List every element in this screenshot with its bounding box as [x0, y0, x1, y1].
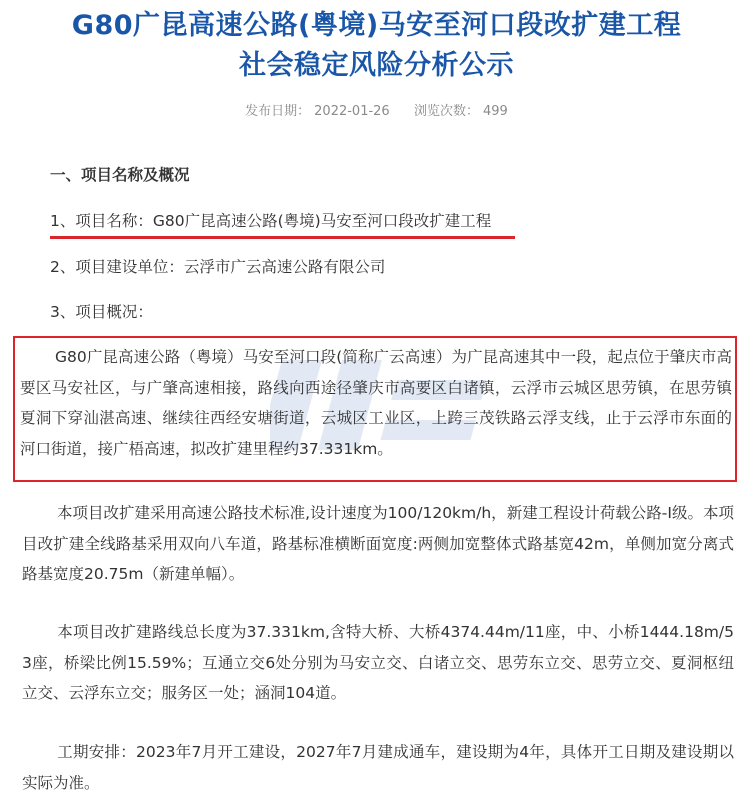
- views-label: 浏览次数：: [414, 104, 480, 119]
- section-heading: 一、项目名称及概况: [50, 166, 190, 184]
- project-name-item: 1、项目名称：G80广昆高速公路(粤境)马安至河口段改扩建工程: [50, 212, 492, 230]
- project-overview-item: 3、项目概况：: [50, 303, 153, 321]
- schedule-paragraph: 工期安排：2023年7月开工建设，2027年7月建成通车，建设期为4年，具体开工日期及建设期以实际为准。: [22, 743, 734, 792]
- publish-date: 2022-01-26: [314, 104, 390, 119]
- standards-paragraph: 本项目改扩建采用高速公路技术标准,设计速度为100/120km/h，新建工程设计荷载公路-I级。本项目改扩建全线路基采用双向八车道，路基标准横断面宽度:两侧加宽整体式路基宽42m，单侧加宽分离式路基宽度20.75m（新建单幅）。: [22, 504, 734, 583]
- article: [0, 0, 753, 122]
- project-builder-item: 2、项目建设单位：云浮市广云高速公路有限公司: [50, 258, 386, 276]
- article-meta: [0, 102, 753, 122]
- views-count: 499: [483, 104, 508, 119]
- red-underline-highlight: [50, 236, 515, 239]
- overview-paragraph: G80广昆高速公路（粤境）马安至河口段(简称广云高速）为广昆高速其中一段，起点位于肇庆市高要区马安社区，与广肇高速相接，路线向西途径肇庆市高要区白诸镇，云浮市云城区思劳镇，在思劳镇夏洞下穿汕湛高速、继续往西经安塘街道，云城区工业区，上跨三茂铁路云浮支线，止于云浮市东面的河口街道，接广梧高速，拟改扩建里程约37.331km。: [20, 348, 732, 458]
- length-paragraph: 本项目改扩建路线总长度为37.331km,含特大桥、大桥4374.44m/11座，中、小桥1444.18m/53座，桥梁比例15.59%；互通立交6处分别为马安立交、白诸立交、思劳东立交、思劳立交、夏洞枢纽立交、云浮东立交；服务区一处；涵洞104道。: [22, 623, 734, 702]
- article-title-line2: 社会稳定风险分析公示: [239, 50, 514, 81]
- publish-date-label: 发布日期：: [245, 104, 311, 119]
- article-title-line1: G80广昆高速公路(粤境)马安至河口段改扩建工程: [71, 10, 682, 41]
